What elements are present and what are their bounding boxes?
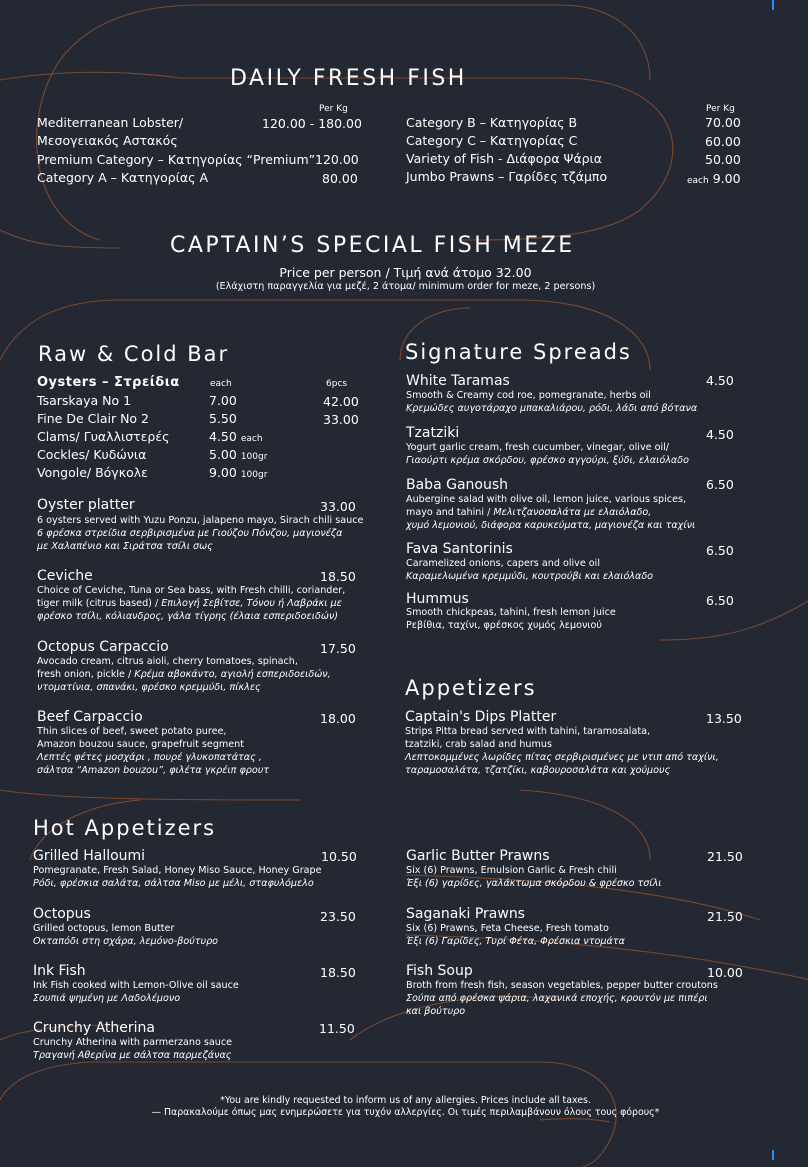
item-desc-gr: Καραμελωμένα κρεμμύδι, κουτρούβι και ελαιόλαδο xyxy=(406,571,654,582)
per-kg-label-right: Per Kg xyxy=(706,104,735,114)
item-name-dips-platter: Captain's Dips Platter xyxy=(405,709,557,725)
raw-row-name: Clams/ Γυαλλιστερές xyxy=(37,429,170,444)
raw-row-unit: 100gr xyxy=(240,452,268,462)
fish-price-premium: 120.00 xyxy=(315,152,359,167)
raw-row-each xyxy=(209,465,267,480)
item-desc-gr: Ρόδι, φρέσκια σαλάτα, σάλτσα Miso με μέλι, σταφυλόμελο xyxy=(33,878,314,889)
crop-mark-bottom xyxy=(772,1150,774,1160)
fish-name-cat-b: Category B – Κατηγορίας Β xyxy=(406,115,578,130)
item-desc-gr: Μελιτζανοσαλάτα με ελαιόλαδο, xyxy=(493,507,652,518)
item-price-ceviche: 18.50 xyxy=(320,569,356,584)
item-desc-gr: Λεπτοκομμένες λωρίδες πίτας σερβιρισμένες με ντιπ από ταχίνι, xyxy=(405,752,719,763)
item-desc-gr: ντοματίνια, σπανάκι, φρέσκο κρεμμύδι, πίκλες xyxy=(37,682,261,693)
item-name-tzatziki: Tzatziki xyxy=(406,425,460,441)
fish-name-lobster-1: Mediterranean Lobster/ xyxy=(37,115,184,130)
item-price-oyster-platter: 33.00 xyxy=(320,499,356,514)
item-name-octopus: Octopus xyxy=(33,906,91,922)
fish-price-lobster: 120.00 - 180.00 xyxy=(262,116,362,131)
item-price-fava: 6.50 xyxy=(706,543,734,558)
appetizers-title: Appetizers xyxy=(405,676,537,700)
item-desc-en: tzatziki, crab salad and humus xyxy=(405,739,552,750)
item-name-fava: Fava Santorinis xyxy=(406,541,513,557)
fish-price-cat-a: 80.00 xyxy=(322,171,358,186)
raw-row-name: Tsarskaya No 1 xyxy=(37,393,132,408)
item-desc-gr: Έξι (6) γαρίδες, γαλάκτωμα σκόρδου & φρέσκο τσίλι xyxy=(406,878,662,889)
item-price-baba-ganoush: 6.50 xyxy=(706,477,734,492)
item-name-garlic-butter-prawns: Garlic Butter Prawns xyxy=(406,848,550,864)
item-name-baba-ganoush: Baba Ganoush xyxy=(406,477,509,493)
item-name-saganaki-prawns: Saganaki Prawns xyxy=(406,906,525,922)
hot-appetizers-title: Hot Appetizers xyxy=(33,816,217,840)
item-desc-en: Ink Fish cooked with Lemon-Olive oil sauce xyxy=(33,980,239,991)
item-desc-en: 6 oysters served with Yuzu Ponzu, jalapeno mayo, Sirach chili sauce xyxy=(37,515,364,526)
raw-row-six: 33.00 xyxy=(323,412,359,427)
fish-name-cat-c: Category C – Κατηγορίας C xyxy=(406,133,578,148)
meze-title: CAPTAIN’S SPECIAL FISH MEZE xyxy=(170,233,575,258)
item-name-octopus-carpaccio: Octopus Carpaccio xyxy=(37,639,169,655)
item-desc-en: tiger milk (citrus based) / xyxy=(37,598,162,609)
item-desc-en: Strips Pitta bread served with tahini, taramosalata, xyxy=(405,726,651,737)
item-price-crunchy-atherina: 11.50 xyxy=(319,1021,355,1036)
raw-row-each: 5.50 xyxy=(209,411,237,426)
item-desc-en: Broth from fresh fish, season vegetables, pepper butter croutons xyxy=(406,980,718,991)
item-name-grilled-halloumi: Grilled Halloumi xyxy=(33,848,146,864)
spreads-title: Signature Spreads xyxy=(405,340,632,364)
item-desc-gr: Γιαούρτι κρέμα σκόρδου, φρέσκο αγγούρι, ξύδι, ελαιόλαδο xyxy=(406,455,689,466)
footer-allergy-gr: — Παρακαλούμε όπως μας ενημερώσετε για τυχόν αλλεργίες. Οι τιμές περιλαμβάνουν όλους τους φόρους* xyxy=(151,1107,660,1118)
fish-name-premium: Premium Category – Κατηγορίας “Premium” xyxy=(37,152,316,167)
fish-price-cat-b: 70.00 xyxy=(705,115,741,130)
fish-price-jumbo xyxy=(687,171,741,186)
per-kg-label-left: Per Kg xyxy=(319,104,348,114)
item-desc-en: Aubergine salad with olive oil, lemon juice, various spices, xyxy=(406,494,687,505)
meze-note: (Ελάχιστη παραγγελία για μεζέ, 2 άτομα/ minimum order for meze, 2 persons) xyxy=(215,281,596,292)
crop-mark-top xyxy=(772,0,774,10)
oysters-col-each: each xyxy=(210,379,232,389)
item-desc-gr: φρέσκο τσίλι, κόλιανδρος, γάλα τίγρης (έλαια εσπεριδοειδών) xyxy=(37,611,338,622)
item-desc-gr: Κρεμώδες αυγοτάραχο μπακαλιάρου, ρόδι, λάδι από βότανα xyxy=(406,403,698,414)
item-price-grilled-halloumi: 10.50 xyxy=(321,849,357,864)
fish-name-lobster-2: Μεσογειακός Αστακός xyxy=(37,133,178,148)
raw-row-unit: 100gr xyxy=(240,470,268,480)
oysters-col-6pcs: 6pcs xyxy=(326,379,348,389)
oysters-heading: Oysters – Στρείδια xyxy=(37,375,180,390)
item-price-octopus: 23.50 xyxy=(320,909,356,924)
item-name-ceviche: Ceviche xyxy=(37,568,93,584)
raw-row-price: 9.00 xyxy=(209,465,237,480)
item-price-fish-soup: 10.00 xyxy=(707,965,743,980)
item-desc-gr: Έξι (6) Γαρίδες, Τυρί Φέτα, Φρέσκια ντομάτα xyxy=(406,936,625,947)
item-desc-gr: Οκταπόδι στη σχάρα, λεμόνο-βούτυρο xyxy=(33,936,219,947)
item-price-tzatziki: 4.50 xyxy=(706,427,734,442)
fish-price-cat-c: 60.00 xyxy=(705,134,741,149)
raw-row-unit: each xyxy=(240,434,263,444)
item-price-dips-platter: 13.50 xyxy=(706,711,742,726)
fish-unit-jumbo: each xyxy=(687,176,709,186)
item-price-saganaki-prawns: 21.50 xyxy=(707,909,743,924)
item-desc-en: fresh onion, pickle / xyxy=(37,669,135,680)
item-name-hummus: Hummus xyxy=(406,591,469,607)
item-desc-en: Six (6) Prawns, Emulsion Garlic & Fresh chili xyxy=(406,865,617,876)
item-desc-en: Ρεβίθια, ταχίνι, φρέσκος χυμός λεμονιού xyxy=(406,620,602,631)
fish-price-jumbo-value: 9.00 xyxy=(712,171,741,186)
item-desc-en: Amazon bouzou sauce, grapefruit segment xyxy=(37,739,244,750)
item-name-ink-fish: Ink Fish xyxy=(33,963,86,979)
item-price-ink-fish: 18.50 xyxy=(320,965,356,980)
item-price-hummus: 6.50 xyxy=(706,593,734,608)
item-desc-gr: με Χαλαπένιο και Σιράτσα τσίλι σως xyxy=(37,541,213,552)
item-desc-en: Smooth & Creamy cod roe, pomegranate, herbs oil xyxy=(406,390,651,401)
raw-row-each xyxy=(209,447,267,462)
item-name-beef-carpaccio: Beef Carpaccio xyxy=(37,709,143,725)
item-desc-gr: Σουπιά ψημένη με Λαδολέμονο xyxy=(33,993,181,1004)
item-desc-en: Smooth chickpeas, tahini, fresh lemon juice xyxy=(406,607,616,618)
item-desc-en: Avocado cream, citrus aioli, cherry tomatoes, spinach, xyxy=(37,656,298,667)
item-price-beef-carpaccio: 18.00 xyxy=(320,711,356,726)
item-desc-gr: Κρέμα αβοκάντο, αγιολή εσπεριδοειδών, xyxy=(134,669,331,680)
item-desc-gr: ταραμοσαλάτα, τζατζίκι, καβουροσαλάτα και χούμους xyxy=(405,765,671,776)
raw-row-name: Cockles/ Κυδώνια xyxy=(37,447,147,462)
item-desc-en: Caramelized onions, capers and olive oil xyxy=(406,558,600,569)
item-desc-en: Thin slices of beef, sweet potato puree, xyxy=(37,726,227,737)
item-desc-mixed xyxy=(406,507,651,519)
fish-name-jumbo: Jumbo Prawns – Γαρίδες τζάμπο xyxy=(406,169,608,184)
item-desc-en: Choice of Ceviche, Tuna or Sea bass, with Fresh chilli, coriander, xyxy=(37,585,346,596)
item-desc-mixed xyxy=(37,669,331,681)
raw-row-name: Vongole/ Βόγκολε xyxy=(37,465,148,480)
item-name-oyster-platter: Oyster platter xyxy=(37,497,135,513)
raw-row-price: 5.00 xyxy=(209,447,237,462)
item-desc-gr: σάλτσα “Amazon bouzou”, φιλέτα γκρέιπ φρουτ xyxy=(37,765,270,776)
item-price-garlic-butter-prawns: 21.50 xyxy=(707,849,743,864)
item-desc-gr: χυμό λεμονιού, διάφορα καρυκεύματα, μαγιονέζα και ταχίνι xyxy=(406,520,696,531)
footer-allergy-en: *You are kindly requested to inform us of any allergies. Prices include all taxes. xyxy=(220,1095,591,1106)
item-name-fish-soup: Fish Soup xyxy=(406,963,473,979)
item-desc-gr: Σούπα από φρέσκα ψάρια, λαχανικά εποχής, κρουτόν με πιπέρι xyxy=(406,993,708,1004)
fish-price-variety: 50.00 xyxy=(705,152,741,167)
raw-row-name: Fine De Clair No 2 xyxy=(37,411,149,426)
daily-fish-title: DAILY FRESH FISH xyxy=(230,66,467,91)
item-desc-en: Yogurt garlic cream, fresh cucumber, vinegar, olive oil/ xyxy=(406,442,670,453)
item-desc-en: mayo and tahini / xyxy=(406,507,494,518)
raw-row-each: 7.00 xyxy=(209,393,237,408)
raw-row-each xyxy=(209,429,263,444)
item-price-octopus-carpaccio: 17.50 xyxy=(320,641,356,656)
item-desc-gr: 6 φρέσκα στρείδια σερβιρισμένα με Γιούζου Πόνζου, μαγιονέζα xyxy=(37,528,343,539)
item-desc-en: Six (6) Prawns, Feta Cheese, Fresh tomato xyxy=(406,923,609,934)
item-desc-mixed xyxy=(37,598,342,610)
item-price-white-taramas: 4.50 xyxy=(706,373,734,388)
item-desc-en: Pomegranate, Fresh Salad, Honey Miso Sauce, Honey Grape xyxy=(33,865,322,876)
item-name-white-taramas: White Taramas xyxy=(406,373,510,389)
raw-row-price: 4.50 xyxy=(209,429,237,444)
item-desc-en: Crunchy Atherina with parmerzano sauce xyxy=(33,1037,233,1048)
meze-price: Price per person / Τιμή ανά άτομο 32.00 xyxy=(279,265,532,280)
fish-name-cat-a: Category A – Κατηγορίας Α xyxy=(37,170,209,185)
item-desc-gr: και βούτυρο xyxy=(406,1006,466,1017)
item-desc-gr: Επιλογή Σεβίτσε, Τόνου ή Λαβράκι με xyxy=(161,598,342,609)
item-desc-gr: Λεπτές φέτες μοσχάρι , πουρέ γλυκοπατάτας , xyxy=(37,752,262,763)
raw-row-six: 42.00 xyxy=(323,394,359,409)
item-desc-en: Grilled octopus, lemon Butter xyxy=(33,923,175,934)
fish-name-variety: Variety of Fish - Διάφορα Ψάρια xyxy=(406,151,603,166)
item-name-crunchy-atherina: Crunchy Atherina xyxy=(33,1020,155,1036)
raw-bar-title: Raw & Cold Bar xyxy=(38,342,230,366)
item-desc-gr: Τραγανή Αθερίνα με σάλτσα παρμεζάνας xyxy=(33,1050,232,1061)
